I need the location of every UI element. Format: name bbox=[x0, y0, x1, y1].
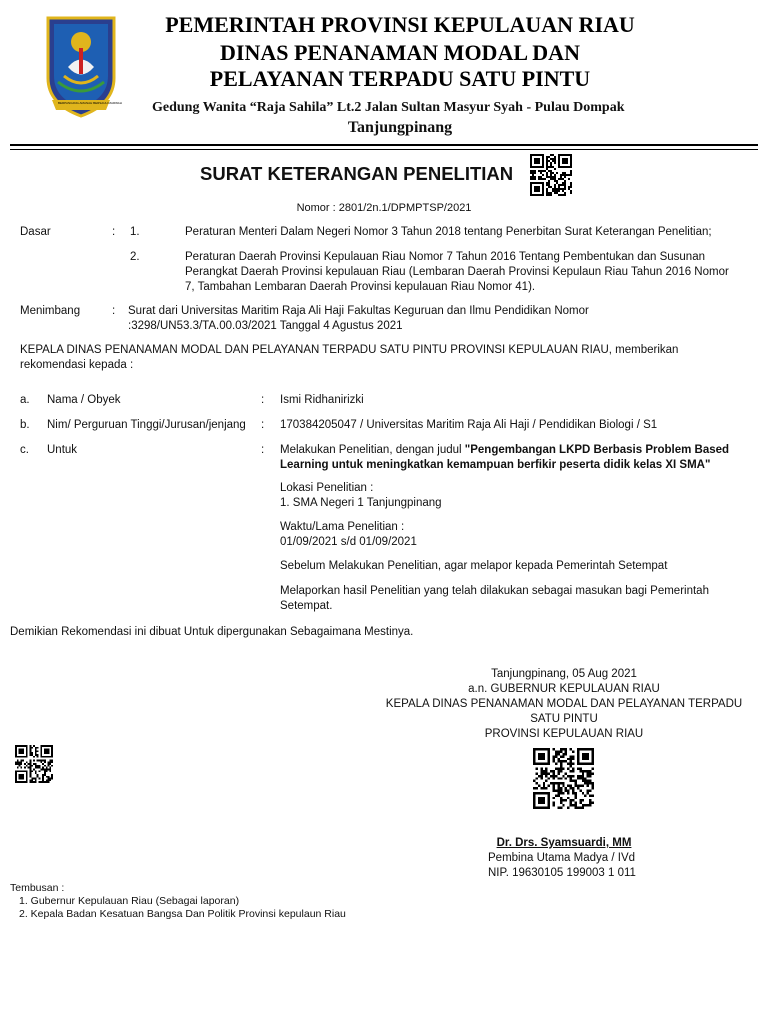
document-title: SURAT KETERANGAN PENELITIAN bbox=[200, 163, 514, 184]
signatory-name bbox=[380, 836, 748, 851]
lokasi-label: Lokasi Penelitian : bbox=[280, 482, 374, 494]
signature-position-line1: KEPALA DINAS PENANAMAN MODAL DAN PELAYANAN TERPADU bbox=[385, 698, 743, 710]
signature-position-line2: SATU PINTU bbox=[530, 713, 598, 725]
melaporkan-line1: Melaporkan hasil Penelitian yang telah dilakukan sebagai masukan bagi Pemerintah bbox=[280, 585, 709, 597]
dasar-item2-line2: Perangkat Daerah Provinsi kepulauan Riau (Lembaran Daerah Provinsi Kepulaun Riau Tahun 2016 Nomor bbox=[185, 266, 729, 278]
header-divider bbox=[10, 144, 758, 146]
tembusan-label: Tembusan : bbox=[10, 882, 65, 894]
menimbang-line1: Surat dari Universitas Maritim Raja Ali Haji Fakultas Keguruan dan Ilmu Pendidikan Nomor bbox=[128, 305, 589, 317]
row-c-label: Untuk bbox=[47, 444, 78, 456]
dasar-item1-number: 1. bbox=[130, 226, 140, 238]
waktu-value: 01/09/2021 s/d 01/09/2021 bbox=[280, 536, 417, 548]
menimbang-line2: :3298/UN53.3/TA.00.03/2021 Tanggal 4 Agustus 2021 bbox=[128, 320, 403, 332]
row-b-letter: b. bbox=[20, 419, 30, 431]
row-a-value: Ismi Ridhanirizki bbox=[280, 394, 364, 406]
menimbang-label: Menimbang bbox=[20, 305, 81, 317]
dasar-item2-line1: Peraturan Daerah Provinsi Kepulauan Riau Nomor 7 Tahun 2016 Tentang Pembentukan dan Susunan bbox=[185, 251, 705, 263]
header-divider-thin bbox=[10, 149, 758, 150]
qr-pattern bbox=[530, 154, 572, 196]
document-number: Nomor : 2801/2n.1/DPMPTSP/2021 bbox=[296, 202, 472, 214]
lokasi-value: 1. SMA Negeri 1 Tanjungpinang bbox=[280, 497, 442, 509]
header-line-1: PEMERINTAH PROVINSI KEPULAUAN RIAU bbox=[165, 12, 635, 37]
signature-an: a.n. GUBERNUR KEPULAUAN RIAU bbox=[468, 683, 660, 695]
header-address: Gedung Wanita “Raja Sahila” Lt.2 Jalan Sultan Masyur Syah - Pulau Dompak bbox=[152, 100, 625, 115]
signatory-rank: Pembina Utama Madya / IVd bbox=[488, 852, 636, 864]
qr-pattern bbox=[15, 745, 53, 783]
tembusan-item2: 2. Kepala Badan Kesatuan Bangsa Dan Politik Provinsi kepulaun Riau bbox=[19, 908, 346, 920]
research-title-line1: "Pengembangan LKPD Berbasis Problem Based bbox=[464, 444, 730, 456]
dasar-label: Dasar bbox=[20, 226, 51, 238]
provincial-crest-icon bbox=[44, 12, 122, 120]
kepala-statement-line2: rekomendasi kepada : bbox=[20, 359, 134, 371]
row-a-label: Nama / Obyek bbox=[47, 394, 121, 406]
row-a-letter: a. bbox=[20, 394, 30, 406]
tembusan-item1: 1. Gubernur Kepulauan Riau (Sebagai laporan) bbox=[19, 895, 240, 907]
logo-motto: BERPANCANG AMANAH BERSAUH MARWAH bbox=[58, 101, 122, 105]
row-a-colon: : bbox=[261, 394, 265, 406]
header-city: Tanjungpinang bbox=[347, 119, 453, 136]
waktu-label: Waktu/Lama Penelitian : bbox=[280, 521, 405, 533]
row-c-intro-text: Melakukan Penelitian, dengan judul bbox=[280, 444, 465, 456]
signatory-nip: NIP. 19630105 199003 1 011 bbox=[488, 867, 636, 879]
signature-position-line3: PROVINSI KEPULAUAN RIAU bbox=[484, 728, 644, 740]
sebelum-note: Sebelum Melakukan Penelitian, agar melapor kepada Pemerintah Setempat bbox=[280, 560, 668, 572]
header-line-3: PELAYANAN TERPADU SATU PINTU bbox=[209, 66, 591, 91]
row-c-letter: c. bbox=[20, 444, 29, 456]
dasar-item2-number: 2. bbox=[130, 251, 140, 263]
menimbang-colon: : bbox=[112, 305, 116, 317]
qr-code-icon bbox=[533, 748, 594, 809]
qr-pattern bbox=[533, 748, 594, 809]
kepala-statement-line1: KEPALA DINAS PENANAMAN MODAL DAN PELAYANAN TERPADU SATU PINTU PROVINSI KEPULAUAN RIAU, memberikan bbox=[20, 344, 679, 356]
signatory-name-text: Dr. Drs. Syamsuardi, MM bbox=[496, 837, 632, 849]
dasar-item2-line3: 7, Tambahan Lembaran Daerah Provinsi kepulauan Riau Nomor 41). bbox=[185, 281, 536, 293]
melaporkan-line2: Setempat. bbox=[280, 600, 333, 612]
row-c-intro bbox=[280, 443, 729, 458]
closing-statement: Demikian Rekomendasi ini dibuat Untuk dipergunakan Sebagaimana Mestinya. bbox=[10, 626, 414, 638]
row-b-label: Nim/ Perguruan Tinggi/Jurusan/jenjang bbox=[47, 419, 246, 431]
qr-code-icon bbox=[15, 745, 53, 783]
place-date: Tanjungpinang, 05 Aug 2021 bbox=[491, 668, 637, 680]
row-b-value: 170384205047 / Universitas Maritim Raja Ali Haji / Pendidikan Biologi / S1 bbox=[280, 419, 658, 431]
dasar-colon: : bbox=[112, 226, 116, 238]
header-line-2: DINAS PENANAMAN MODAL DAN bbox=[220, 40, 580, 65]
row-b-colon: : bbox=[261, 419, 265, 431]
research-title-line2: Learning untuk meningkatkan kemampuan berfikir peserta didik kelas XI SMA" bbox=[280, 459, 711, 471]
qr-code-icon bbox=[530, 154, 572, 196]
row-c-colon: : bbox=[261, 444, 265, 456]
dasar-item1-text: Peraturan Menteri Dalam Negeri Nomor 3 Tahun 2018 tentang Penerbitan Surat Keterangan Penelitian; bbox=[185, 226, 712, 238]
